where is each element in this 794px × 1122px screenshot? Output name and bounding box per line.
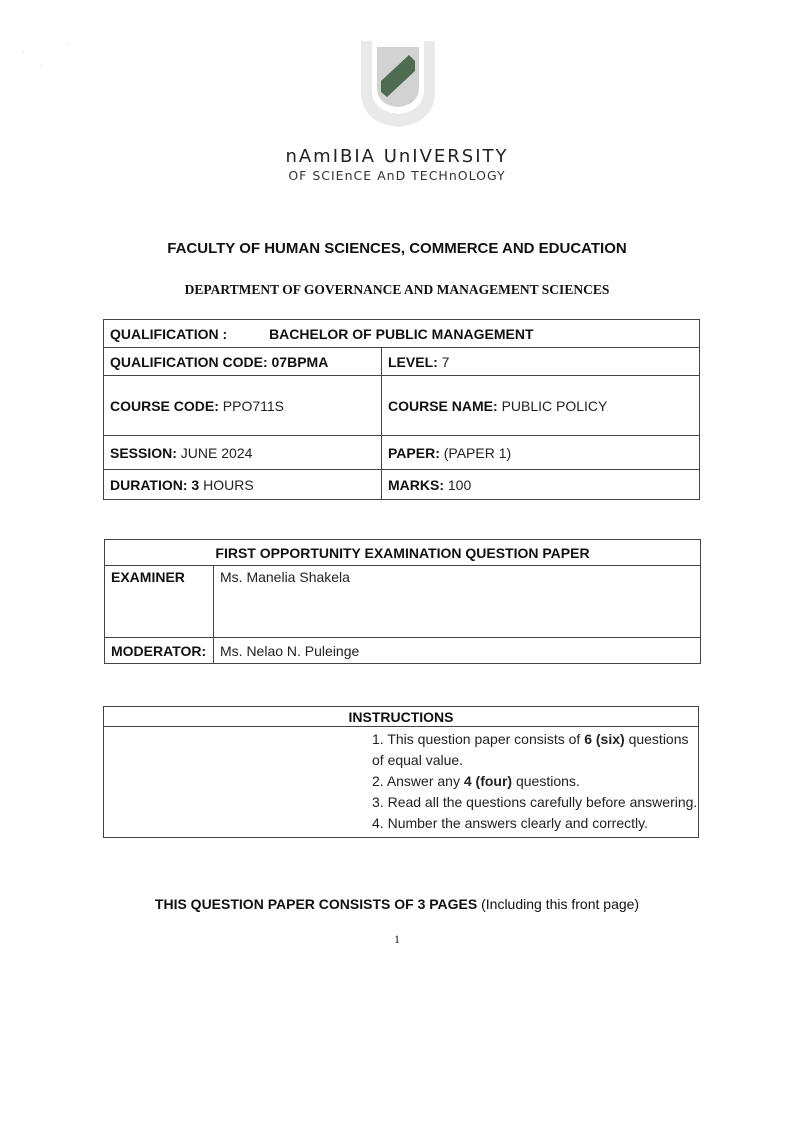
qualification-value: BACHELOR OF PUBLIC MANAGEMENT (269, 325, 534, 342)
instruction-text: questions. (515, 773, 580, 789)
duration-label: DURATION: (110, 476, 188, 493)
course-name-label: COURSE NAME: (388, 397, 498, 414)
session-value: JUNE 2024 (180, 444, 253, 461)
instruction-text: Answer any (386, 773, 460, 789)
instruction-emphasis: 4 (four) (463, 773, 513, 789)
instruction-emphasis: 6 (six) (584, 731, 625, 747)
duration-unit: HOURS (203, 476, 254, 493)
marks-label: MARKS: (388, 476, 444, 493)
level-label: LEVEL: (388, 353, 438, 370)
instructions-body (104, 727, 699, 838)
instruction-number: 4. (372, 815, 384, 831)
instruction-text: This question paper consists of (387, 731, 581, 747)
session-cell (104, 436, 382, 470)
instruction-item (372, 771, 698, 792)
examiner-label: EXAMINER (105, 566, 214, 638)
instruction-text: questions of equal value. (372, 731, 689, 768)
course-name-value: PUBLIC POLICY (501, 397, 608, 414)
course-code-cell (104, 376, 382, 436)
moderator-label: MODERATOR: (105, 638, 214, 664)
examination-table (104, 539, 701, 664)
instruction-number: 2. (372, 773, 384, 789)
course-code-label: COURSE CODE: (110, 397, 219, 414)
instruction-item (372, 729, 698, 771)
nust-shield-logo-icon (355, 37, 441, 129)
examiner-value: Ms. Manelia Shakela (214, 566, 701, 638)
exam-header: FIRST OPPORTUNITY EXAMINATION QUESTION PAPER (105, 540, 701, 566)
institution-subtitle: OF SCIEnCE AnD TECHnOLOGY (288, 168, 506, 183)
marks-value: 100 (447, 476, 472, 493)
level-value: 7 (441, 353, 450, 370)
scan-speck: · (22, 48, 25, 57)
qualification-table (103, 319, 700, 500)
level-cell (382, 348, 700, 376)
marks-cell (382, 470, 700, 500)
session-label: SESSION: (110, 444, 177, 461)
page-count-bold: THIS QUESTION PAPER CONSISTS OF 3 PAGES (154, 896, 478, 912)
department-title: DEPARTMENT OF GOVERNANCE AND MANAGEMENT SCIENCES (184, 282, 610, 297)
instructions-list (104, 727, 698, 837)
instruction-number: 3. (372, 794, 384, 810)
page-number: 1 (394, 932, 400, 946)
instructions-table (103, 706, 699, 838)
moderator-value: Ms. Nelao N. Puleinge (214, 638, 701, 664)
page-count-normal: (Including this front page) (481, 896, 640, 912)
scan-speck: · (40, 62, 43, 71)
instruction-text: Read all the questions carefully before answering. (387, 794, 698, 810)
qualification-cell (104, 320, 700, 348)
qualification-code-cell (104, 348, 382, 376)
paper-label: PAPER: (388, 444, 440, 461)
paper-value: (PAPER 1) (443, 444, 512, 461)
course-code-value: PPO711S (222, 397, 285, 414)
paper-cell (382, 436, 700, 470)
faculty-title: FACULTY OF HUMAN SCIENCES, COMMERCE AND EDUCATION (167, 240, 627, 257)
course-name-cell (382, 376, 700, 436)
scan-speck: · (66, 40, 69, 49)
duration-cell (104, 470, 382, 500)
qualification-label: QUALIFICATION : (110, 325, 228, 342)
page-count-note (0, 896, 794, 912)
instructions-header: INSTRUCTIONS (104, 707, 699, 727)
instruction-item (372, 792, 698, 813)
instruction-number: 1. (372, 731, 384, 747)
instruction-text: Number the answers clearly and correctly. (387, 815, 648, 831)
qualification-code-label: QUALIFICATION CODE: (110, 353, 268, 370)
instruction-item (372, 813, 698, 834)
qualification-code-value: 07BPMA (271, 353, 329, 370)
institution-name: nAmIBIA UnIVERSITY (285, 146, 509, 167)
duration-value: 3 (191, 476, 200, 493)
